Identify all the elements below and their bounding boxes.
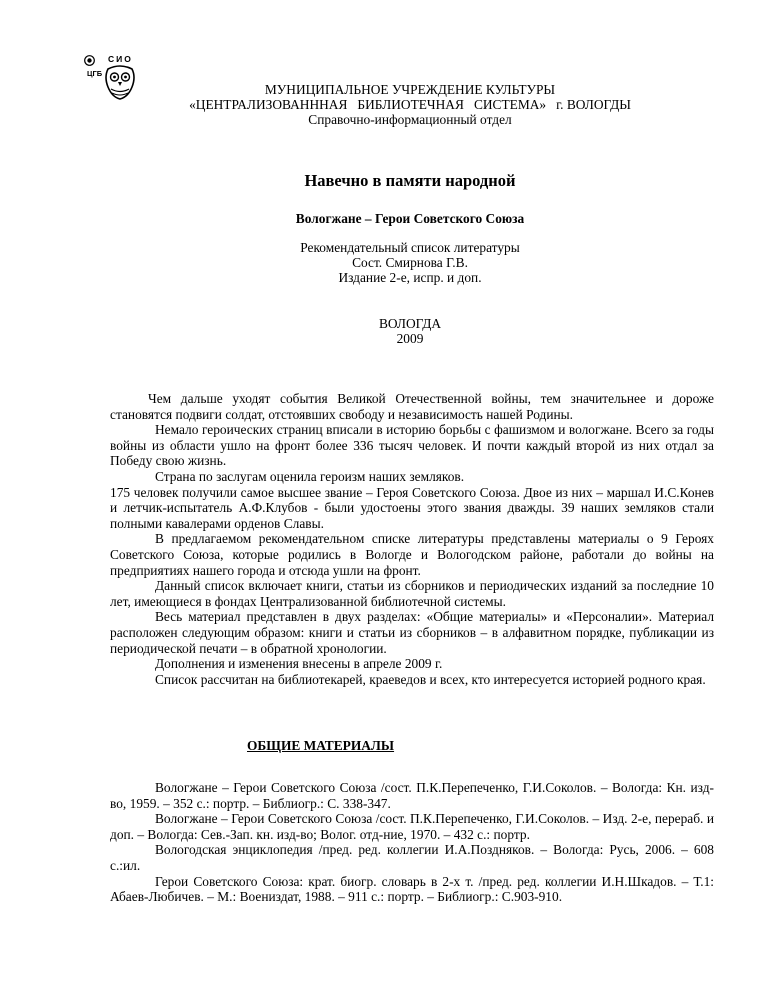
intro-paragraph: Дополнения и изменения внесены в апреле 2009 г. [155,656,443,672]
meta-edition: Издание 2-е, испр. и доп. [338,270,482,285]
imprint [100,316,720,346]
logo-abbrev-horizontal: СИО [108,54,133,64]
meta-compiler: Сост. Смирнова Г.В. [352,255,468,270]
document-title: Навечно в памяти народной [304,171,516,190]
intro-paragraph: В предлагаемом рекомендательном списке литературы представлены материалы о 9 Героях Советского Союза, которые родились в Вологде и Вологодском районе, работали до войны на предприятиях нашего города и отсюда ушли на фронт. [110,531,714,578]
meta-line-1: Рекомендательный список литературы [300,240,520,255]
intro-paragraph: Список рассчитан на библиотекарей, краеведов и всех, кто интересуется историей родного края. [155,671,706,687]
section-heading: ОБЩИЕ МАТЕРИАЛЫ [247,738,395,753]
bibliography-entry: Герои Советского Союза: крат. биогр. словарь в 2-х т. /пред. ред. коллегии И.Н.Шкадов. – Т.1: Абаев-Любичев. – М.: Воениздат, 1988. – 911 с.: портр. – Библиогр.: С.903-910. [110,873,714,905]
bibliography-entry: Вологжане – Герои Советского Союза /сост. П.К.Перепеченко, Г.И.Соколов. – Изд. 2-е, перераб. и доп. – Вологда: Сев.-Зап. кн. изд-во; Волог. отд-ние, 1970. – 432 с.: портр. [110,811,714,842]
header-line-3: Справочно-информационный отдел [308,112,512,127]
bibliography-entry: Вологжане – Герои Советского Союза /сост. П.К.Перепеченко, Г.И.Соколов. – Вологда: Кн. изд-во, 1959. – 352 с.: портр. – Библиогр.: С. 338-347. [110,780,714,811]
logo-abbrev-vertical: ЦГБ [87,69,103,78]
imprint-city: ВОЛОГДА [378,316,442,331]
bibliography-list [110,780,714,905]
header-line-1: МУНИЦИПАЛЬНОЕ УЧРЕЖДЕНИЕ КУЛЬТУРЫ [264,82,556,97]
imprint-year: 2009 [396,331,424,346]
intro-paragraph: Весь материал представлен в двух разделах: «Общие материалы» и «Персоналии». Материал расположен следующим образом: книги и статьи из сборников – в алфавитном порядке, публикации из периодической печати – в обратной хронологии. [110,609,714,656]
intro-paragraph: Страна по заслугам оценила героизм наших земляков. [155,468,465,484]
document-meta [100,240,720,285]
document-subtitle: Вологжане – Герои Советского Союза [295,211,525,226]
institution-header [100,82,720,127]
intro-paragraph: Чем дальше уходят события Великой Отечественной войны, тем значительнее и дороже становятся подвиги солдат, отстоявших свободу и независимость нашей Родины. [110,391,714,422]
bibliography-entry: Вологодская энциклопедия /пред. ред. коллегии И.А.Поздняков. – Вологда: Русь, 2006. – 608 с.:ил. [110,842,714,873]
header-line-2: «ЦЕНТРАЛИЗОВАНННАЯ БИБЛИОТЕЧНАЯ СИСТЕМА» г. ВОЛОГДЫ [189,97,631,112]
seal-icon [84,55,95,66]
intro-paragraph: Немало героических страниц вписали в историю борьбы с фашизмом и вологжане. Всего за годы войны из области ушло на фронт более 336 тысяч человек. И почти каждый второй из них отдал за Победу свою жизнь. [110,422,714,469]
intro-paragraph: 175 человек получили самое высшее звание – Героя Советского Союза. Двое из них – маршал И.С.Конев и летчик-испытатель А.Ф.Клубов - были удостоены этого звания дважды. 39 наших земляков стали полными кавалерами орденов Славы. [110,484,714,531]
intro-paragraph: Данный список включает книги, статьи из сборников и периодических изданий за последние 10 лет, имеющиеся в фондах Централизованной библиотечной системы. [110,578,714,609]
introduction [110,391,714,687]
